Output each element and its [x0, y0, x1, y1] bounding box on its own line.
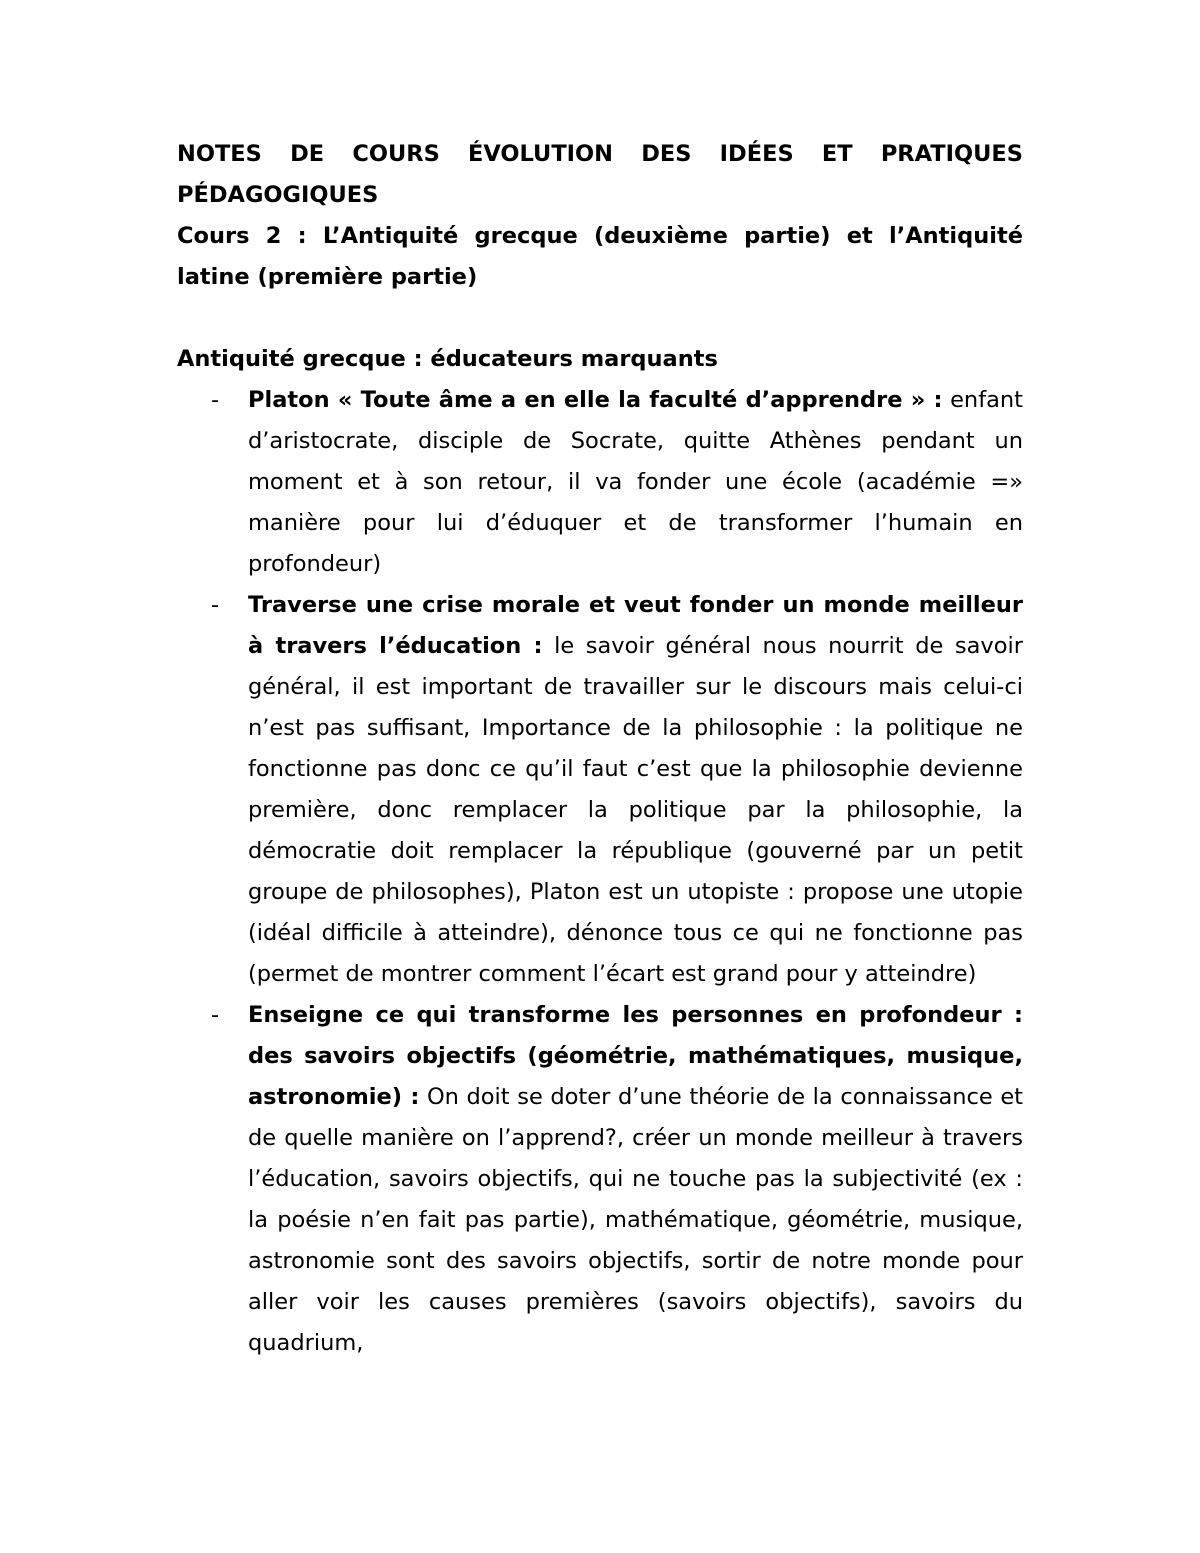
section-heading: Antiquité grecque : éducateurs marquants	[177, 346, 718, 372]
bullet-text: le savoir général nous nourrit de savoir général, il est important de travailler sur le discours mais celui-ci n’est pas suffisant, Importance de la philosophie : la politique ne fonctionne pas donc ce qu’il faut c’est que la philosophie devienne première, donc remplacer la politique par la philosophie, la démocratie doit remplacer la république (gouverné par un petit groupe de philosophes), Platon est un utopiste : propose une utopie (idéal difficile à atteindre), dénonce tous ce qui ne fonctionne pas (permet de montrer comment l’écart est grand pour y atteindre)	[248, 633, 1023, 987]
bullet-text: On doit se doter d’une théorie de la connaissance et de quelle manière on l’apprend?, créer un monde meilleur à travers l’éducation, savoirs objectifs, qui ne touche pas la subjectivité (ex : la poésie n’en fait pas partie), mathématique, géométrie, musique, astronomie sont des savoirs objectifs, sortir de notre monde pour aller voir les causes premières (savoirs objectifs), savoirs du quadrium,	[248, 1084, 1023, 1356]
bullet-marker: -	[211, 592, 220, 618]
document-subtitle: Cours 2 : L’Antiquité grecque (deuxième partie) et l’Antiquité latine (première partie)	[177, 223, 1023, 290]
bullet-lead: Enseigne ce qui transforme les personnes en profondeur : des savoirs objectifs (géométrie, mathématiques, musique, astronomie) :	[248, 1002, 1023, 1110]
list-item	[177, 380, 1023, 585]
list-item	[177, 995, 1023, 1364]
bullet-marker: -	[211, 1002, 220, 1028]
bullet-lead: Traverse une crise morale et veut fonder un monde meilleur à travers l’éducation :	[248, 592, 1023, 659]
blank-line	[177, 298, 1023, 339]
list-item	[177, 585, 1023, 995]
bullet-marker: -	[211, 387, 220, 413]
bullet-lead: Platon « Toute âme a en elle la faculté d’apprendre » :	[248, 387, 943, 413]
bullet-text: enfant d’aristocrate, disciple de Socrate, quitte Athènes pendant un moment et à son retour, il va fonder une école (académie =» manière pour lui d’éduquer et de transformer l’humain en profondeur)	[248, 387, 1023, 577]
document-page	[177, 134, 1023, 1364]
bullet-list	[177, 380, 1023, 1364]
document-title: NOTES DE COURS ÉVOLUTION DES IDÉES ET PRATIQUES PÉDAGOGIQUES	[177, 141, 1023, 208]
